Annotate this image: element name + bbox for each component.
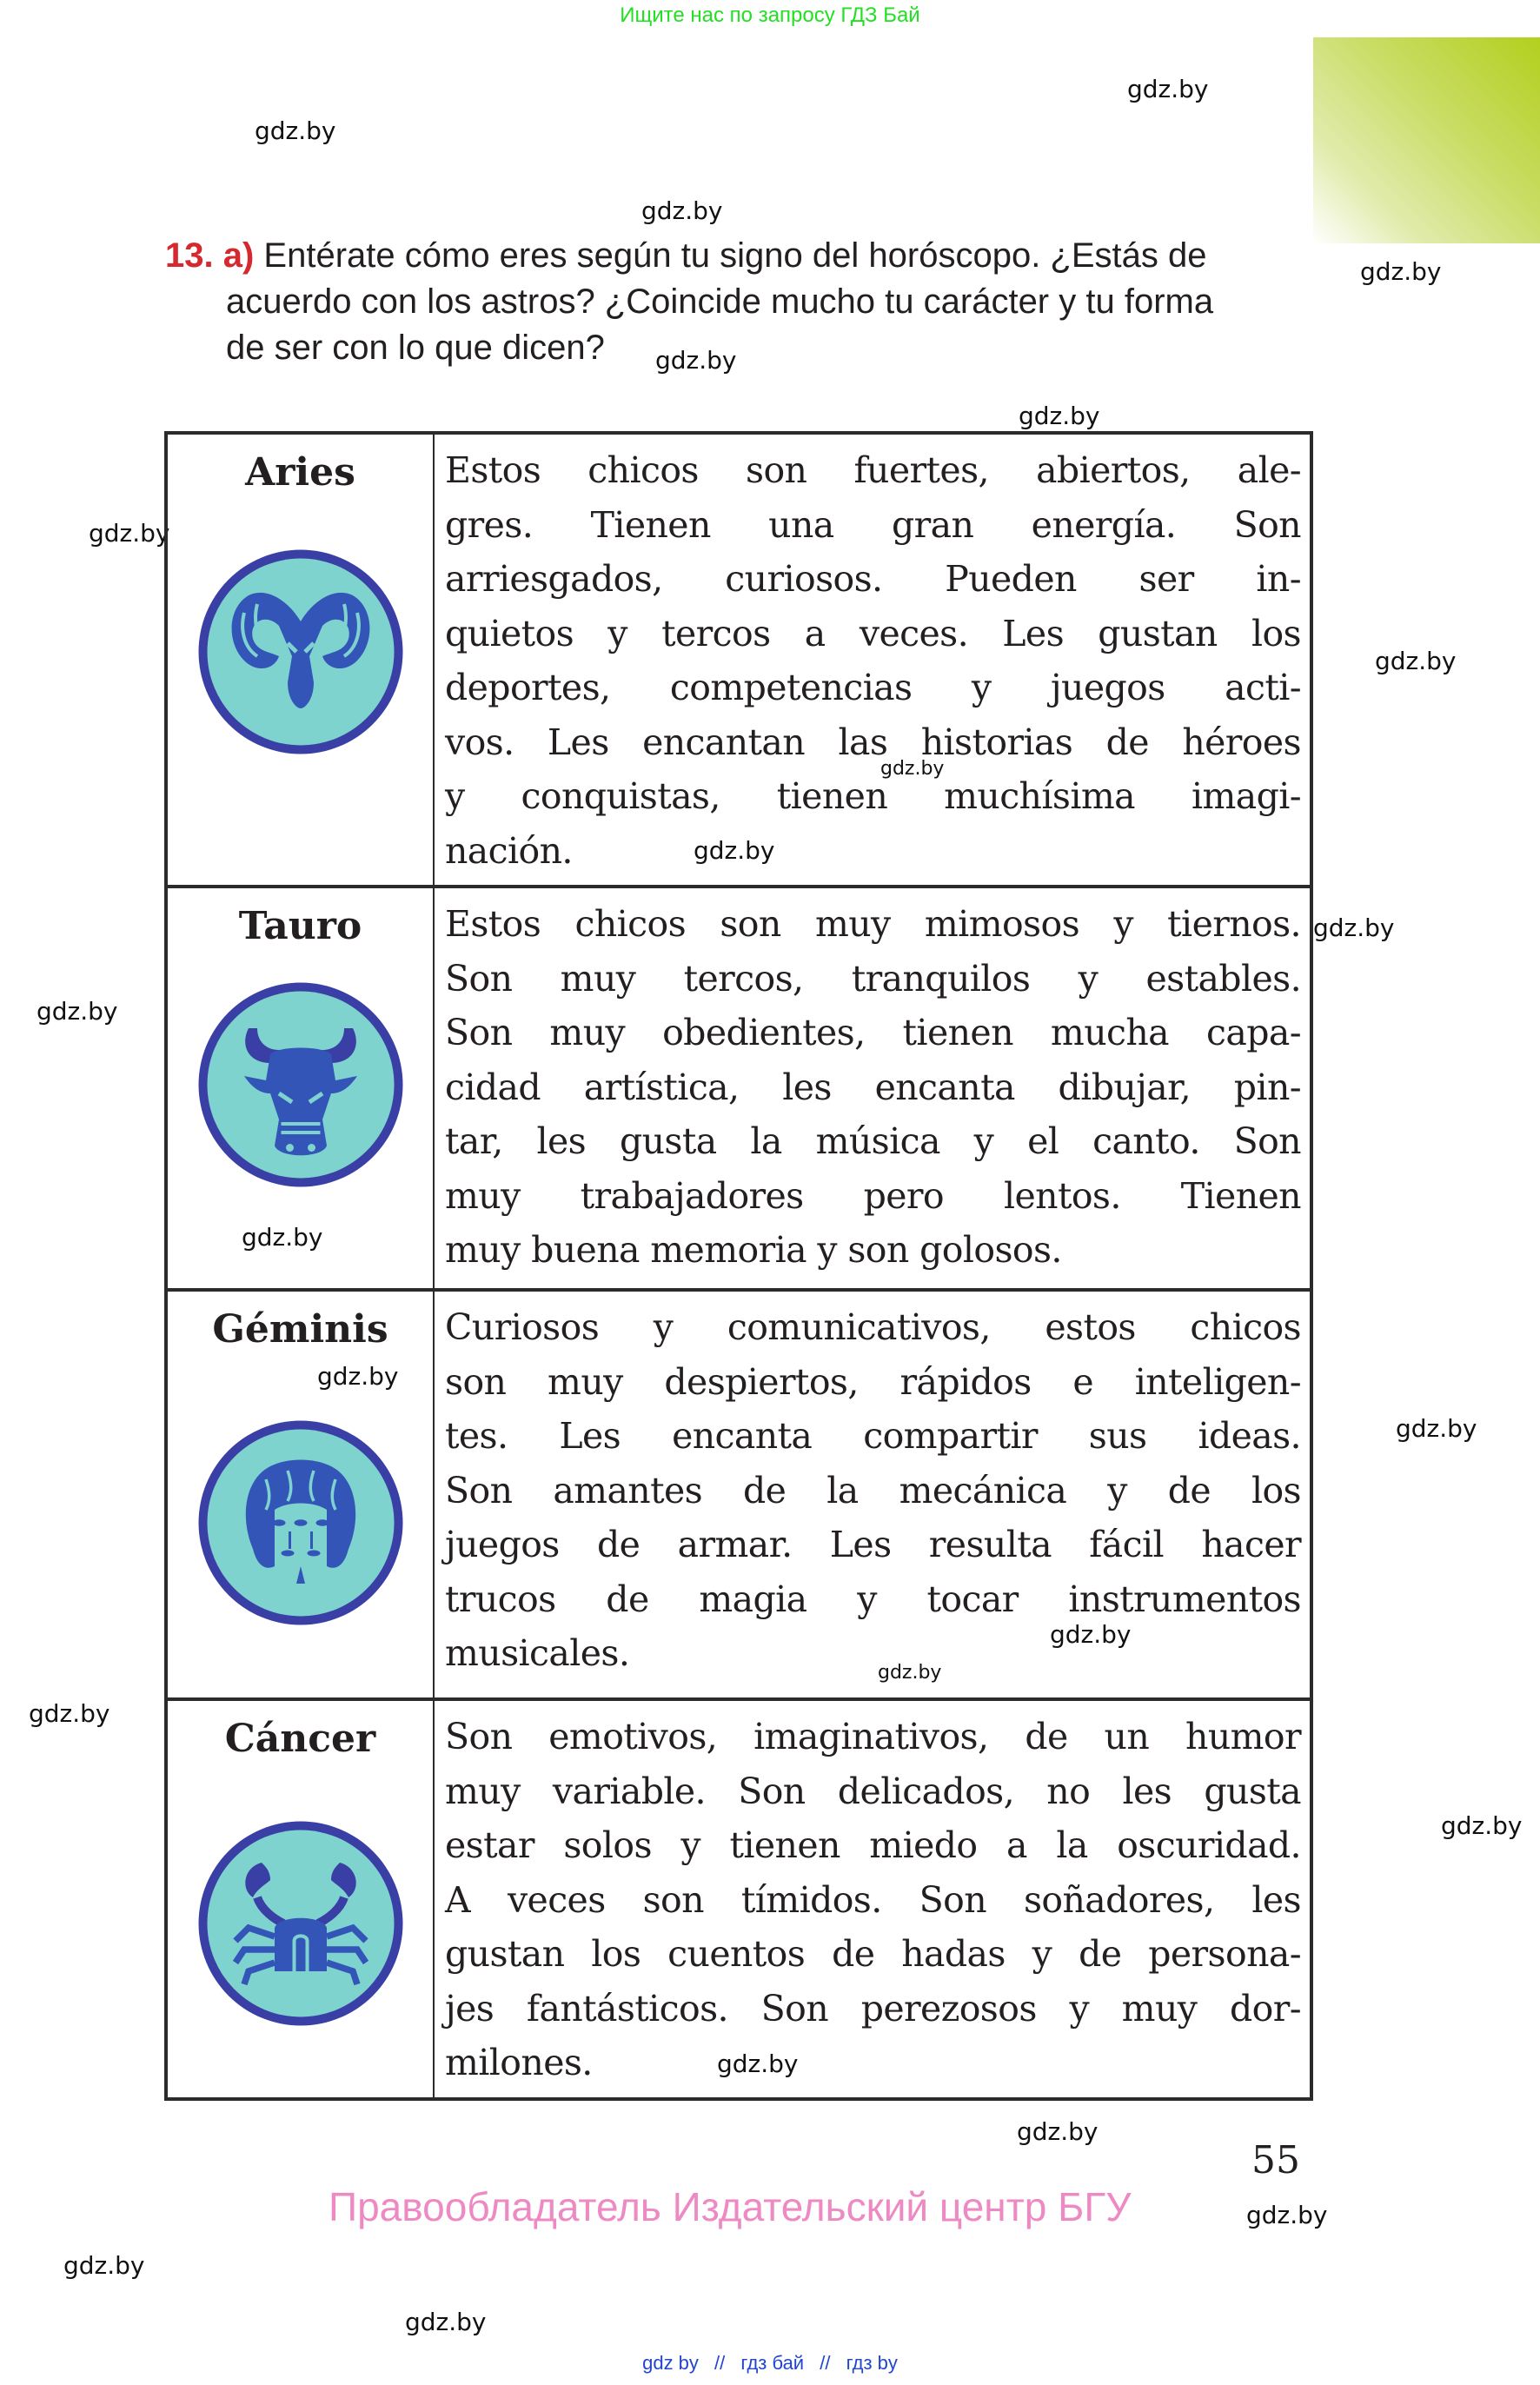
aries-ram-icon — [192, 543, 409, 761]
taurus-bull-icon — [192, 976, 409, 1193]
watermark: gdz.by — [242, 1223, 323, 1252]
watermark: gdz.by — [1050, 1620, 1132, 1649]
watermark: gdz.by — [1360, 257, 1442, 286]
sign-description: Curiosos y comunicativos, estos chicos son muy despiertos, rápidos e inteligen- tes. Les encanta compartir sus ideas. Son amantes de la mecánica y de los juegos de armar. Les resulta fácil hacer trucos de magia y tocar instrumentos musicales. — [434, 1290, 1311, 1699]
watermark: gdz.by — [1313, 913, 1395, 942]
watermark: gdz.by — [641, 196, 723, 225]
sign-description: Estos chicos son muy mimosos y tiernos. Son muy tercos, tranquilos y estables. Son muy obedientes, tienen mucha capa- cidad artística, les encanta dibujar, pin- tar, les gusta la música y el canto. Son muy trabajadores pero lentos. Tienen muy buena memoria y son golosos. — [434, 887, 1311, 1290]
bottom-links — [0, 2352, 1540, 2375]
sign-cell — [166, 887, 434, 1290]
watermark: gdz.by — [1127, 75, 1209, 103]
table-row-tauro — [166, 887, 1311, 1290]
copyright-notice: Правообладатель Издательский центр БГУ — [329, 2184, 1132, 2229]
cancer-crab-icon — [192, 1815, 409, 2032]
watermark: gdz.by — [1019, 402, 1100, 430]
link-separator: // — [820, 2352, 831, 2374]
zodiac-table — [164, 431, 1313, 2101]
watermark: gdz.by — [89, 519, 170, 548]
watermark: gdz.by — [1441, 1811, 1523, 1840]
sign-description: Estos chicos son fuertes, abiertos, ale- gres. Tienen una gran energía. Son arriesgados, curiosos. Pueden ser in- quietos y tercos a veces. Les gustan los deportes, competencias y juegos acti- vos. Les encantan las historias de héroes y conquistas, tienen muchísima imagi- nación. — [434, 433, 1311, 887]
sign-name: Cáncer — [224, 1717, 376, 1761]
page-number: 55 — [1251, 2138, 1300, 2182]
table-row-geminis — [166, 1290, 1311, 1699]
table-row-aries — [166, 433, 1311, 887]
watermark: gdz.by — [878, 1662, 942, 1684]
gemini-twins-icon — [192, 1414, 409, 1631]
sign-cell — [166, 433, 434, 887]
watermark: gdz.by — [37, 997, 118, 1026]
watermark: gdz.by — [317, 1362, 399, 1391]
link-gdz-by-cyr[interactable]: гдз by — [846, 2352, 898, 2374]
link-gdz-by[interactable]: gdz by — [642, 2352, 699, 2374]
link-separator: // — [714, 2352, 726, 2374]
watermark: gdz.by — [405, 2308, 487, 2336]
top-banner: Ищите нас по запросу ГДЗ Бай — [620, 3, 920, 27]
task-line-2: acuerdo con los astros? ¿Coincide mucho tu carácter y tu forma — [226, 282, 1214, 321]
sign-name: Aries — [245, 450, 355, 495]
sign-name: Tauro — [238, 904, 362, 948]
sign-description: Son emotivos, imaginativos, de un humor muy variable. Son delicados, no les gusta estar solos y tienen miedo a la oscuridad. A veces son tímidos. Son soñadores, les gustan los cuentos de hadas y de persona- jes fantásticos. Son perezosos y muy dor- milones. — [434, 1699, 1311, 2099]
sign-cell — [166, 1290, 434, 1699]
watermark: gdz.by — [1246, 2201, 1328, 2229]
watermark: gdz.by — [694, 836, 775, 865]
table-row-cancer — [166, 1699, 1311, 2099]
watermark: gdz.by — [655, 346, 737, 375]
sign-name: Géminis — [212, 1307, 388, 1352]
watermark: gdz.by — [880, 758, 945, 780]
task-line-3: de ser con lo que dicen? — [226, 329, 605, 367]
task-instruction — [165, 233, 1321, 371]
watermark: gdz.by — [29, 1699, 110, 1728]
watermark: gdz.by — [1017, 2117, 1099, 2146]
sign-cell — [166, 1699, 434, 2099]
decorative-green-panel — [1313, 37, 1540, 243]
watermark: gdz.by — [717, 2050, 799, 2078]
watermark: gdz.by — [1375, 647, 1457, 675]
watermark: gdz.by — [255, 116, 336, 145]
link-gdz-bai[interactable]: гдз бай — [740, 2352, 805, 2374]
task-line-1: 13. a) Entérate cómo eres según tu signo del horóscopo. ¿Estás de — [165, 236, 1207, 275]
task-number: 13. a) — [165, 236, 255, 275]
watermark: gdz.by — [1396, 1414, 1477, 1443]
watermark: gdz.by — [63, 2251, 145, 2280]
